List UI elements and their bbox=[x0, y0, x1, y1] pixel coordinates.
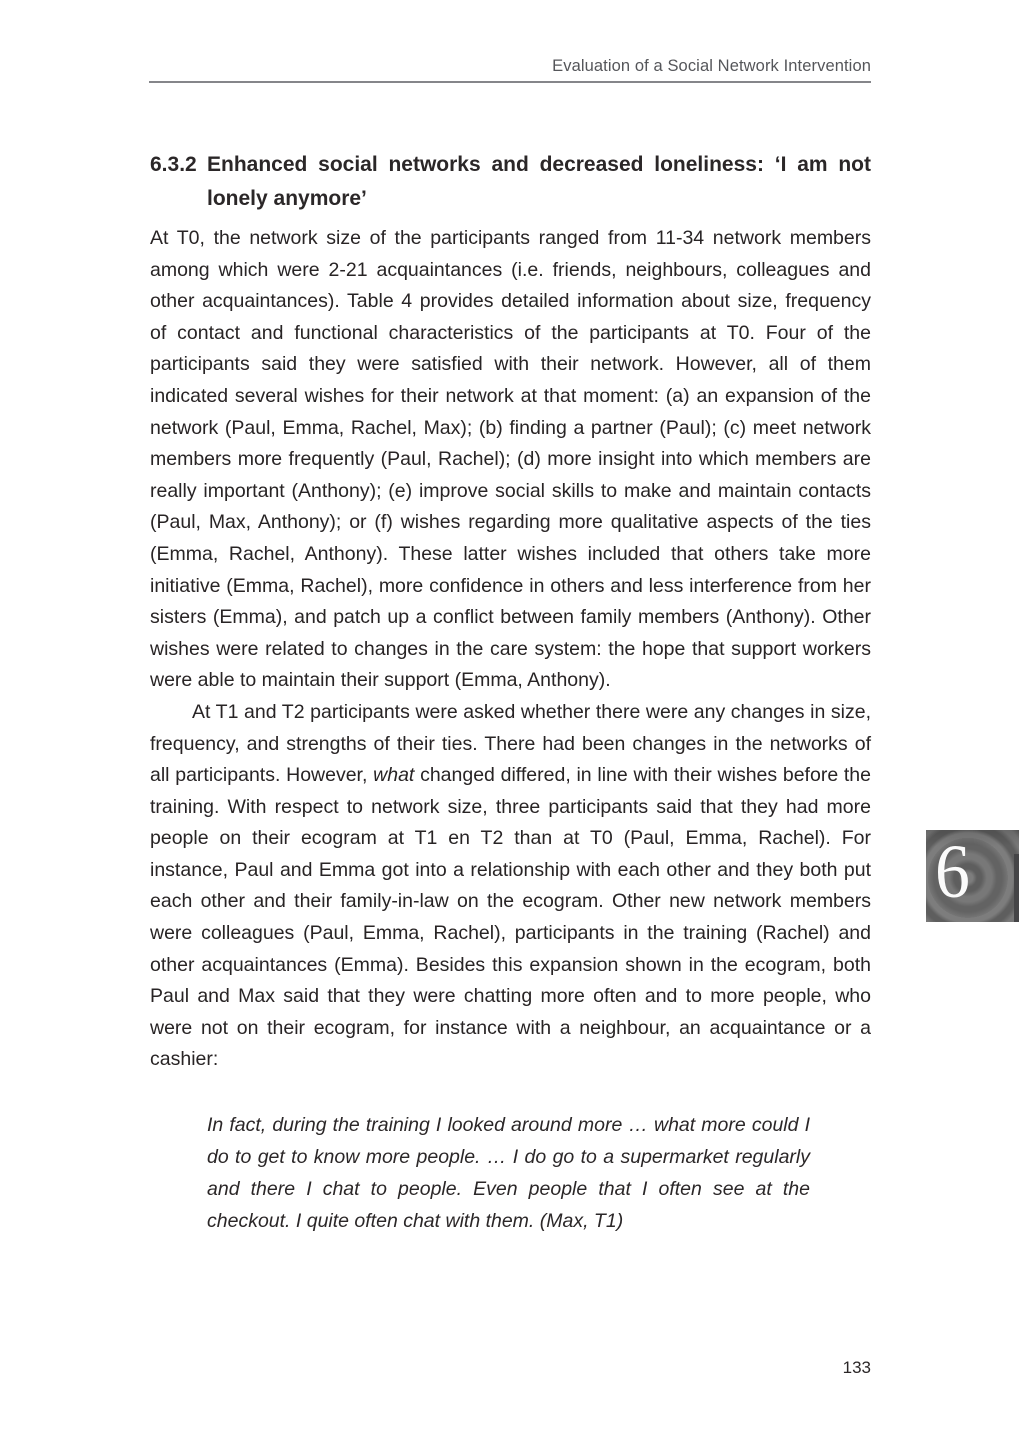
chapter-number: 6 bbox=[935, 830, 970, 914]
section-number: 6.3.2 bbox=[150, 153, 197, 176]
paragraph-changes-t1-t2 bbox=[150, 697, 871, 1076]
paragraph-network-size: At T0, the network size of the participants ranged from 11-34 network members among which were 2-21 acquaintances (i.e. friends, neighbours, colleagues and other acquaintances). Table 4 provides detailed information about size, frequency of contact and functional characteristics of the participants at T0. Four of the participants said they were satisfied with their network. However, all of them indicated several wishes for their network at that moment: (a) an expansion of the network (Paul, Emma, Rachel, Max); (b) finding a partner (Paul); (c) meet network members more frequently (Paul, Rachel); (d) more insight into which members are really important (Anthony); (e) improve social skills to make and maintain contacts (Paul, Max, Anthony); or (f) wishes regarding more qualitative aspects of the ties (Emma, Rachel, Anthony). These latter wishes included that others take more initiative (Emma, Rachel), more confidence in others and less interference from her sisters (Emma), and patch up a conflict between family members (Anthony). Other wishes were related to changes in the care system: the hope that support workers were able to maintain their support (Emma, Anthony). bbox=[150, 227, 871, 692]
header-rule bbox=[149, 81, 871, 83]
paragraph-text-after: changed differed, in line with their wishes before the training. With respect to network size, three participants said that they had more people on their ecogram at T1 en T2 than at T0 (Paul, Emma, Rachel). For instance, Paul and Emma got into a relationship with each other and they both put each other and their family-in-law on the ecogram. Other new network members were colleagues (Paul, Emma, Rachel), participants in the training (Rachel) and other acquaintances (Emma). Besides this expansion shown in the ecogram, both Paul and Max said that they were chatting more often and to more people, who were not on their ecogram, for instance with a neighbour, an acquaintance or a cashier: bbox=[150, 764, 871, 1071]
page-number: 133 bbox=[842, 1358, 871, 1377]
paragraph-text-before: At T1 and T2 participants were asked whether there were any changes in size, frequency, and strengths of their ties. There had been changes in the networks of all participants. However, bbox=[150, 700, 871, 787]
content-column bbox=[150, 148, 871, 1237]
chapter-tab bbox=[926, 830, 1019, 922]
italic-word: what bbox=[373, 764, 415, 787]
section-title: Enhanced social networks and decreased loneliness: ‘I am not lonely anymore’ bbox=[207, 153, 871, 210]
section-heading bbox=[150, 148, 871, 216]
participant-quote: In fact, during the training I looked around more … what more could I do to get to know more people. … I do go to a supermarket regularly and there I chat to people. Even people that I often see at the checkout. I quite often chat with them. (Max, T1) bbox=[207, 1114, 810, 1233]
running-head: Evaluation of a Social Network Intervention bbox=[552, 57, 871, 75]
